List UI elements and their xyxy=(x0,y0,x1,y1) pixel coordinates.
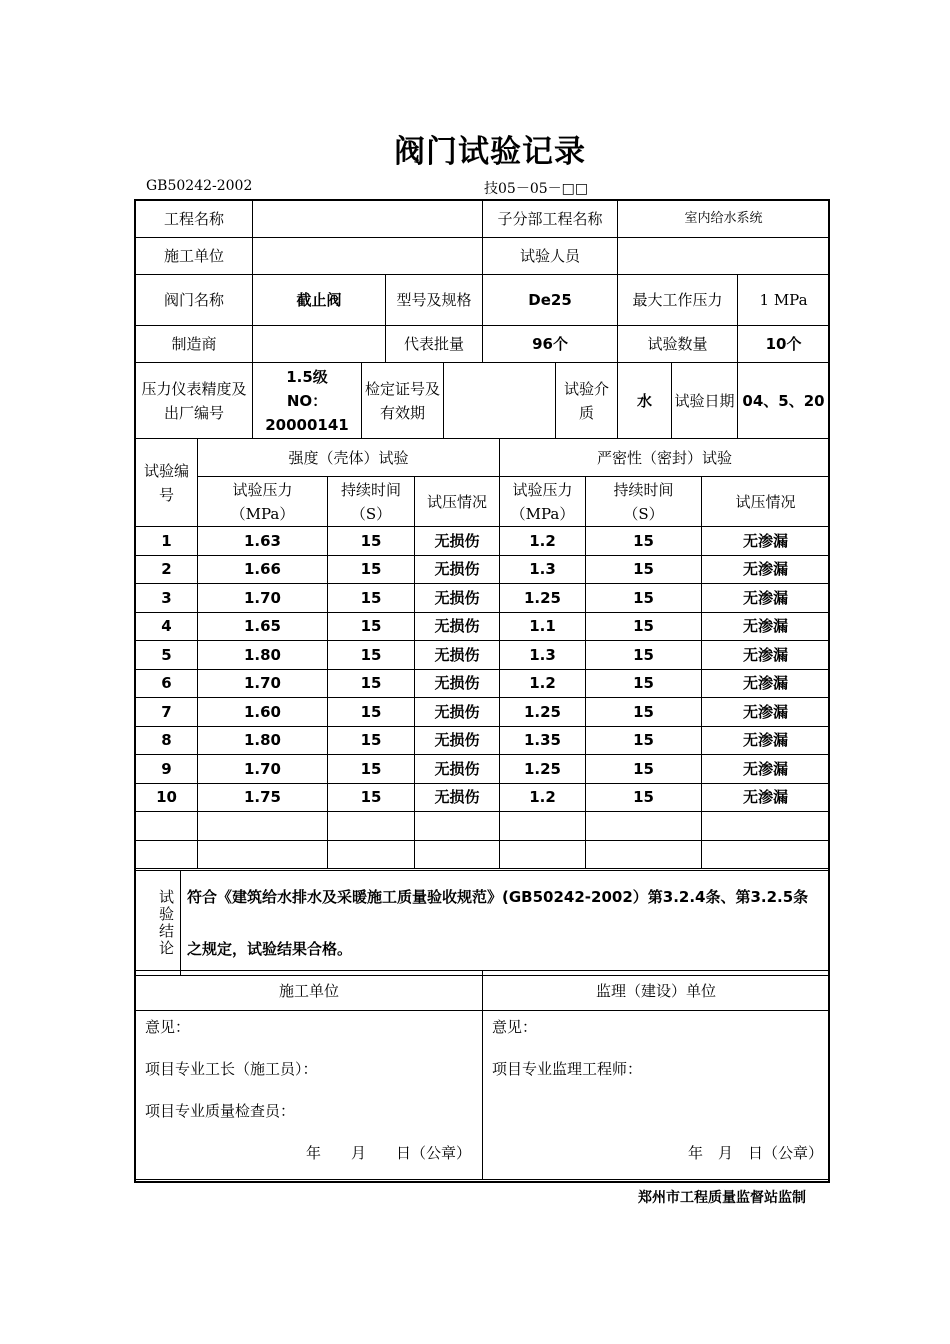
conclusion-table xyxy=(135,870,830,976)
sub-project-value: 室内给水系统 xyxy=(618,201,830,238)
gauge-value xyxy=(253,363,362,439)
tightness-duration-cell: 15 xyxy=(586,726,702,755)
tightness-result-cell: 无渗漏 xyxy=(702,726,830,755)
strength-duration-cell: 15 xyxy=(328,612,415,641)
tightness-pressure-cell: 1.1 xyxy=(500,612,586,641)
foreman-label: 项目专业工长（施工员）： xyxy=(145,1060,318,1078)
empty-cell xyxy=(328,840,415,869)
empty-cell xyxy=(702,840,830,869)
strength-result-cell: 无损伤 xyxy=(415,755,500,784)
table-row xyxy=(136,698,830,727)
test-rows xyxy=(136,527,830,869)
cert-label: 检定证号及有效期 xyxy=(362,363,444,439)
empty-cell xyxy=(328,812,415,841)
table-row xyxy=(136,726,830,755)
tightness-duration-cell: 15 xyxy=(586,755,702,784)
tightness-pressure-cell: 1.25 xyxy=(500,584,586,613)
tightness-duration-header: 持续时间 （S） xyxy=(586,477,702,527)
test-count-value: 10个 xyxy=(738,326,830,363)
tightness-result-cell: 无渗漏 xyxy=(702,698,830,727)
cert-value xyxy=(444,363,556,439)
supervision-unit-heading: 监理（建设）单位 xyxy=(483,971,830,1011)
strength-pressure-cell: 1.80 xyxy=(198,726,328,755)
empty-cell xyxy=(136,812,198,841)
construction-date-seal: 年 月 日（公章） xyxy=(306,1144,472,1162)
empty-cell xyxy=(500,812,586,841)
test-no-cell: 8 xyxy=(136,726,198,755)
test-no-cell: 5 xyxy=(136,641,198,670)
gauge-grade: 1.5级 xyxy=(286,367,328,386)
table-row xyxy=(136,669,830,698)
tightness-pressure-cell: 1.2 xyxy=(500,527,586,556)
tightness-result-cell: 无渗漏 xyxy=(702,612,830,641)
max-pressure-label: 最大工作压力 xyxy=(618,275,738,326)
batch-value: 96个 xyxy=(483,326,618,363)
strength-duration-cell: 15 xyxy=(328,783,415,812)
tightness-pressure-cell: 1.25 xyxy=(500,755,586,784)
valve-name-label: 阀门名称 xyxy=(136,275,253,326)
tightness-pressure-cell: 1.2 xyxy=(500,669,586,698)
tightness-pressure-cell: 1.25 xyxy=(500,698,586,727)
strength-test-label: 强度（壳体）试验 xyxy=(198,439,500,477)
test-no-cell: 6 xyxy=(136,669,198,698)
tightness-pressure-cell: 1.35 xyxy=(500,726,586,755)
date-value: 04、5、20 xyxy=(738,363,830,439)
max-pressure-value: 1 MPa xyxy=(738,275,830,326)
tightness-duration-cell: 15 xyxy=(586,612,702,641)
construction-unit-value xyxy=(253,238,483,275)
model-value: De25 xyxy=(483,275,618,326)
tightness-result-cell: 无渗漏 xyxy=(702,555,830,584)
tightness-duration-cell: 15 xyxy=(586,641,702,670)
supervision-opinion: 意见： xyxy=(492,1018,538,1036)
empty-cell xyxy=(198,840,328,869)
tightness-duration-cell: 15 xyxy=(586,698,702,727)
model-label: 型号及规格 xyxy=(386,275,483,326)
tightness-result-cell: 无渗漏 xyxy=(702,755,830,784)
strength-duration-cell: 15 xyxy=(328,584,415,613)
tightness-pressure-cell: 1.3 xyxy=(500,641,586,670)
batch-label: 代表批量 xyxy=(386,326,483,363)
test-no-cell: 1 xyxy=(136,527,198,556)
test-no-cell: 9 xyxy=(136,755,198,784)
strength-pressure-cell: 1.75 xyxy=(198,783,328,812)
strength-result-cell: 无损伤 xyxy=(415,726,500,755)
gauge-serial: 20000141 xyxy=(265,415,349,434)
test-no-cell: 3 xyxy=(136,584,198,613)
strength-result-cell: 无损伤 xyxy=(415,783,500,812)
construction-opinion: 意见： xyxy=(145,1018,191,1036)
tightness-pressure-cell: 1.2 xyxy=(500,783,586,812)
tightness-duration-cell: 15 xyxy=(586,783,702,812)
tightness-pressure-header: 试验压力 （MPa） xyxy=(500,477,586,527)
test-count-label: 试验数量 xyxy=(618,326,738,363)
form-code: 技05－05－□□ xyxy=(484,181,589,197)
strength-result-cell: 无损伤 xyxy=(415,669,500,698)
strength-pressure-cell: 1.66 xyxy=(198,555,328,584)
supervision-signature-block xyxy=(483,1011,830,1180)
strength-pressure-header: 试验压力 （MPa） xyxy=(198,477,328,527)
tightness-result-cell: 无渗漏 xyxy=(702,584,830,613)
strength-result-cell: 无损伤 xyxy=(415,555,500,584)
tester-label: 试验人员 xyxy=(483,238,618,275)
empty-cell xyxy=(198,812,328,841)
table-row xyxy=(136,527,830,556)
tightness-result-cell: 无渗漏 xyxy=(702,669,830,698)
test-table xyxy=(135,438,830,869)
table-row xyxy=(136,584,830,613)
tightness-duration-cell: 15 xyxy=(586,669,702,698)
construction-signature-block xyxy=(136,1011,483,1180)
strength-result-cell: 无损伤 xyxy=(415,641,500,670)
manufacturer-value xyxy=(253,326,386,363)
strength-pressure-cell: 1.70 xyxy=(198,669,328,698)
medium-label: 试验介质 xyxy=(556,363,618,439)
empty-cell xyxy=(586,812,702,841)
info-table xyxy=(135,200,830,363)
tightness-duration-cell: 15 xyxy=(586,527,702,556)
test-no-cell: 10 xyxy=(136,783,198,812)
empty-cell xyxy=(500,840,586,869)
project-name-value xyxy=(253,201,483,238)
gauge-no: NO： xyxy=(286,391,328,410)
tightness-test-label: 严密性（密封）试验 xyxy=(500,439,830,477)
strength-duration-cell: 15 xyxy=(328,641,415,670)
strength-pressure-cell: 1.70 xyxy=(198,755,328,784)
empty-cell xyxy=(136,840,198,869)
table-row xyxy=(136,555,830,584)
tightness-result-header: 试压情况 xyxy=(702,477,830,527)
manufacturer-label: 制造商 xyxy=(136,326,253,363)
tightness-result-cell: 无渗漏 xyxy=(702,783,830,812)
test-no-cell: 4 xyxy=(136,612,198,641)
quality-inspector-label: 项目专业质量检查员： xyxy=(145,1102,296,1120)
strength-pressure-cell: 1.60 xyxy=(198,698,328,727)
empty-cell xyxy=(415,812,500,841)
standard-code: GB50242-2002 xyxy=(146,178,253,194)
strength-duration-cell: 15 xyxy=(328,726,415,755)
conclusion-text: 符合《建筑给水排水及采暖施工质量验收规范》(GB50242-2002）第3.2.4条、第3.2.5条之规定，试验结果合格。 xyxy=(181,871,830,976)
strength-duration-header: 持续时间 （S） xyxy=(328,477,415,527)
supervision-date-seal: 年 月 日（公章） xyxy=(688,1144,824,1162)
empty-cell xyxy=(702,812,830,841)
strength-result-header: 试压情况 xyxy=(415,477,500,527)
tightness-duration-cell: 15 xyxy=(586,584,702,613)
tightness-result-cell: 无渗漏 xyxy=(702,527,830,556)
table-row xyxy=(136,612,830,641)
supervisor-engineer-label: 项目专业监理工程师： xyxy=(492,1060,643,1078)
test-no-cell: 2 xyxy=(136,555,198,584)
tester-value xyxy=(618,238,830,275)
tightness-pressure-cell: 1.3 xyxy=(500,555,586,584)
strength-result-cell: 无损伤 xyxy=(415,698,500,727)
empty-cell xyxy=(415,840,500,869)
tightness-duration-cell: 15 xyxy=(586,555,702,584)
empty-cell xyxy=(586,840,702,869)
construction-unit-label: 施工单位 xyxy=(136,238,253,275)
table-row xyxy=(136,783,830,812)
signature-table xyxy=(135,970,830,1180)
project-name-label: 工程名称 xyxy=(136,201,253,238)
date-label: 试验日期 xyxy=(672,363,738,439)
table-row xyxy=(136,641,830,670)
construction-unit-heading: 施工单位 xyxy=(136,971,483,1011)
valve-name-value: 截止阀 xyxy=(253,275,386,326)
tightness-result-cell: 无渗漏 xyxy=(702,641,830,670)
conclusion-label: 试验结论 xyxy=(136,871,181,976)
gauge-table xyxy=(135,362,830,439)
footer-issuer: 郑州市工程质量监督站监制 xyxy=(638,1190,806,1206)
medium-value: 水 xyxy=(618,363,672,439)
strength-pressure-cell: 1.65 xyxy=(198,612,328,641)
sub-project-label: 子分部工程名称 xyxy=(483,201,618,238)
test-no-label: 试验编号 xyxy=(136,439,198,527)
strength-result-cell: 无损伤 xyxy=(415,612,500,641)
table-row xyxy=(136,755,830,784)
strength-result-cell: 无损伤 xyxy=(415,527,500,556)
empty-row xyxy=(136,840,830,869)
strength-result-cell: 无损伤 xyxy=(415,584,500,613)
strength-pressure-cell: 1.63 xyxy=(198,527,328,556)
document-title: 阀门试验记录 xyxy=(394,134,586,170)
test-no-cell: 7 xyxy=(136,698,198,727)
strength-duration-cell: 15 xyxy=(328,755,415,784)
strength-pressure-cell: 1.70 xyxy=(198,584,328,613)
empty-row xyxy=(136,812,830,841)
strength-duration-cell: 15 xyxy=(328,669,415,698)
strength-duration-cell: 15 xyxy=(328,527,415,556)
strength-duration-cell: 15 xyxy=(328,698,415,727)
strength-duration-cell: 15 xyxy=(328,555,415,584)
strength-pressure-cell: 1.80 xyxy=(198,641,328,670)
gauge-label: 压力仪表精度及出厂编号 xyxy=(136,363,253,439)
